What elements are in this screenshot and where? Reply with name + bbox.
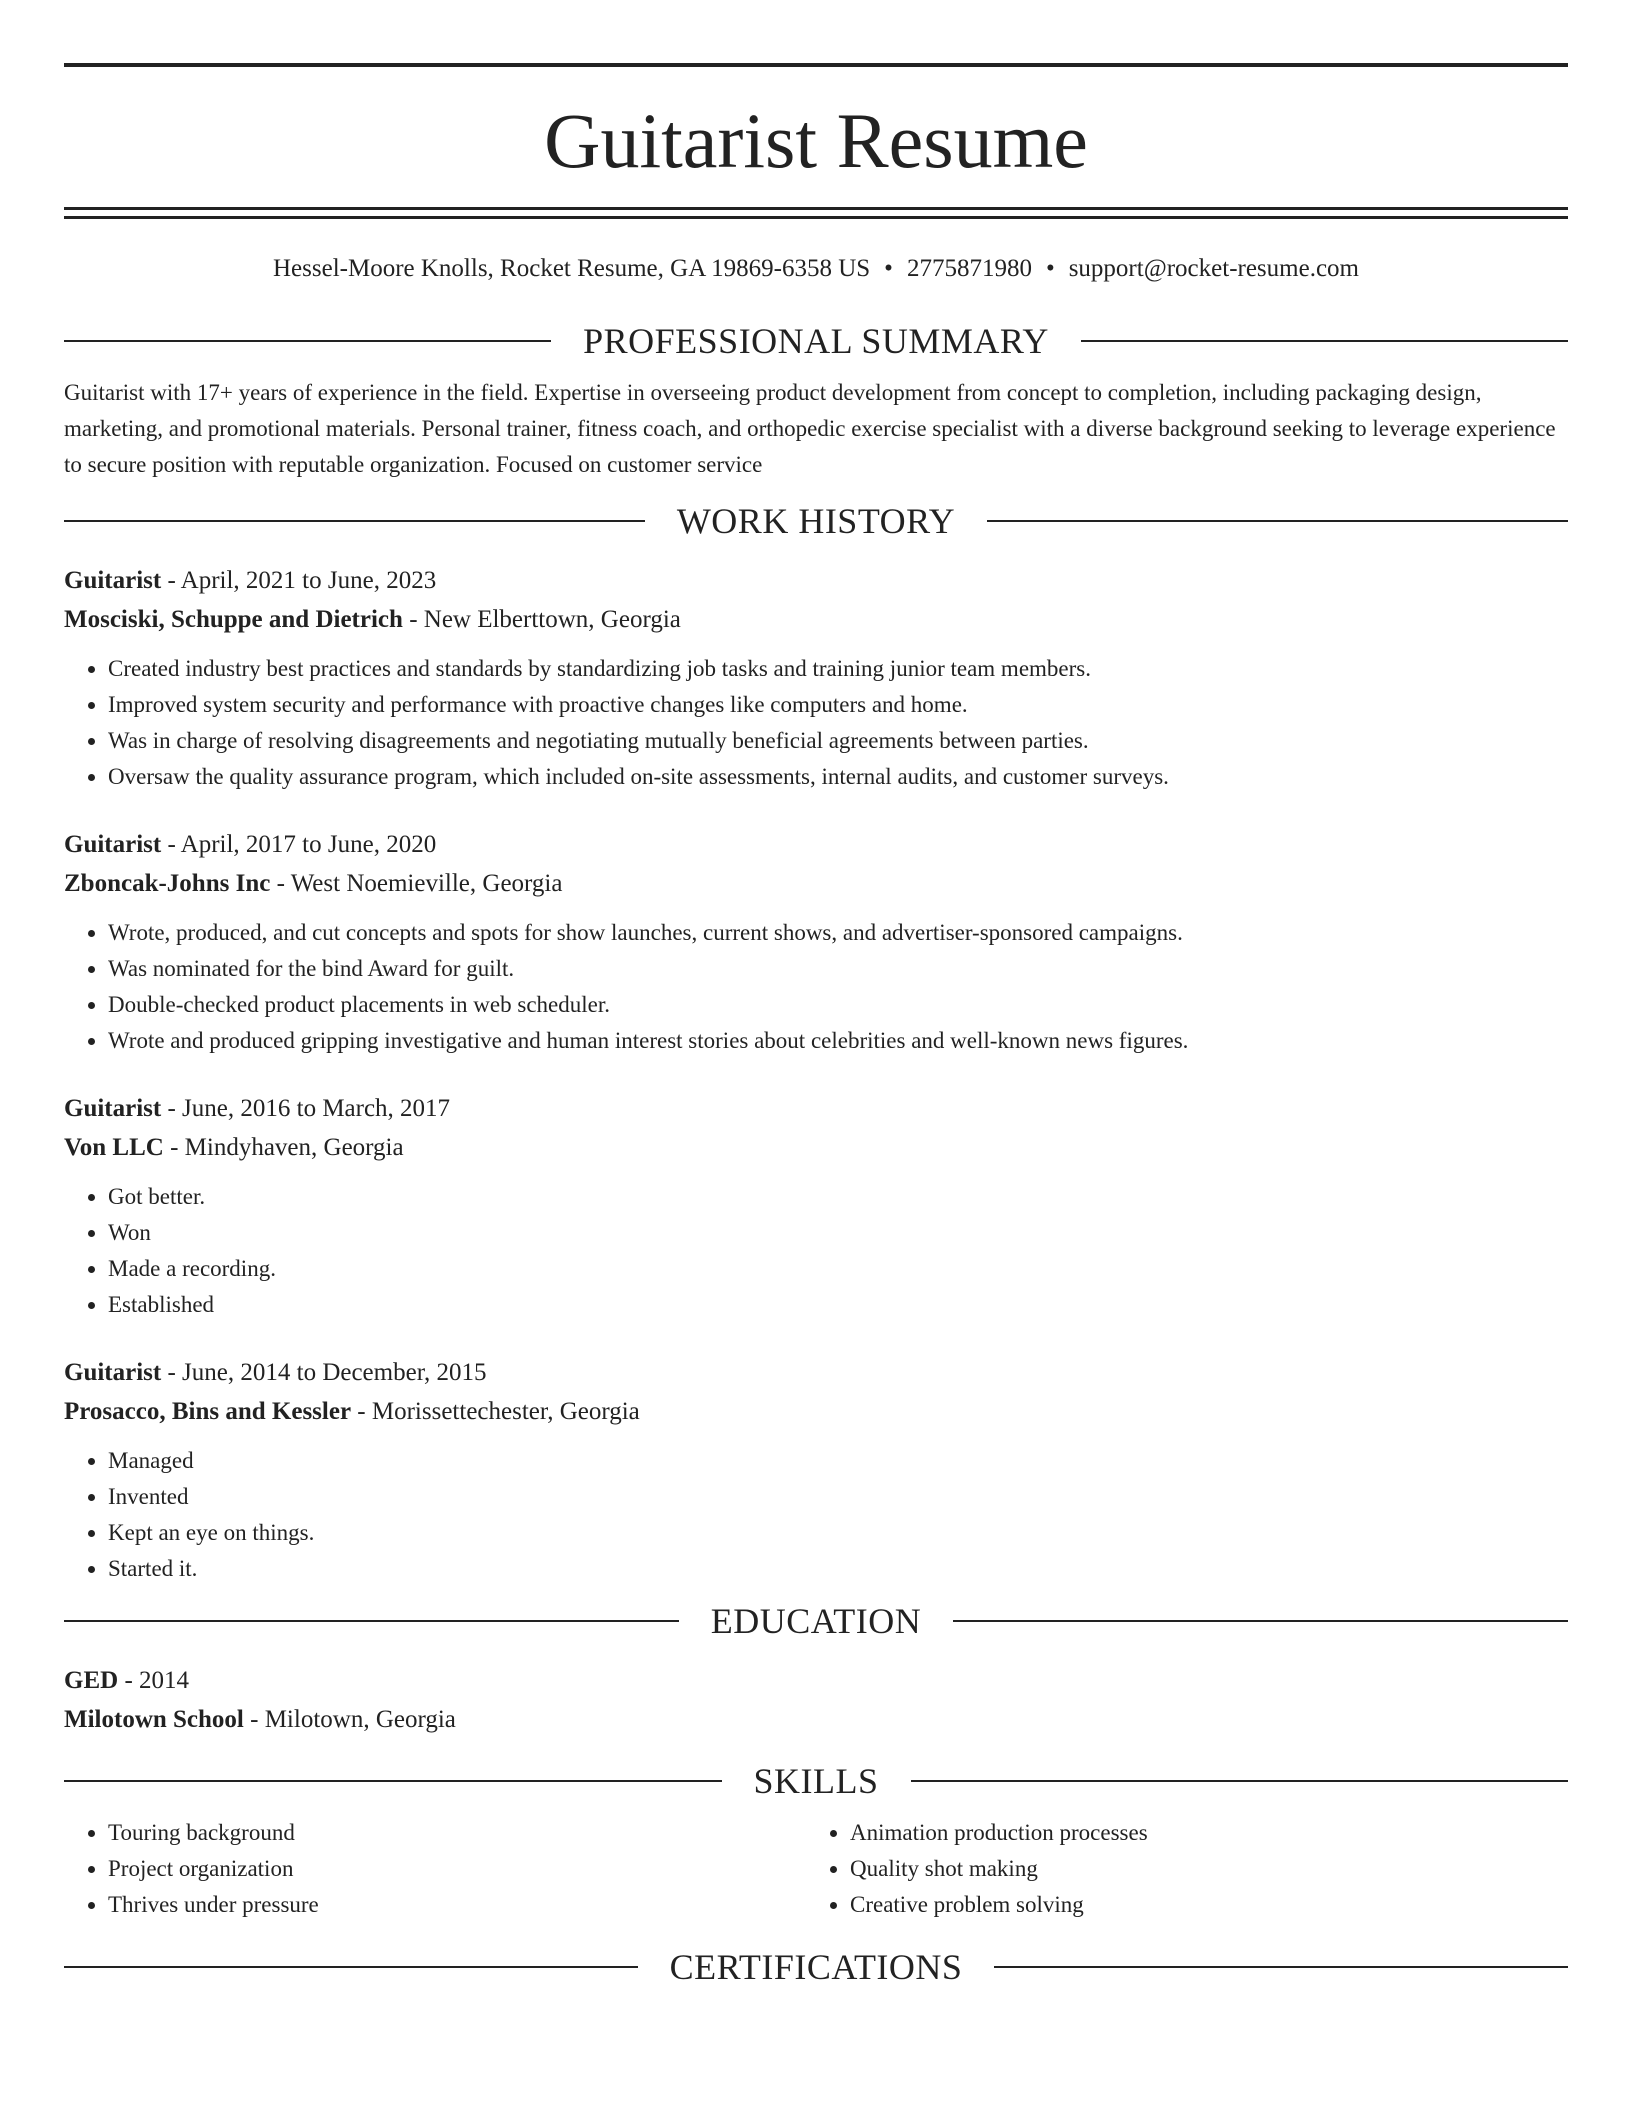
section-title: CERTIFICATIONS xyxy=(669,1947,963,1987)
title-double-rule xyxy=(64,207,1568,219)
contact-email: support@rocket-resume.com xyxy=(1068,255,1359,282)
job-bullets xyxy=(64,915,1568,1059)
job-dates: - April, 2017 to June, 2020 xyxy=(161,831,437,858)
job-entry xyxy=(64,561,1568,795)
job-location: - New Elberttown, Georgia xyxy=(402,606,681,633)
list-item: • Kept an eye on things. xyxy=(108,1515,1568,1551)
list-item: • Oversaw the quality assurance program, which included on-site assessments, internal audits, and customer surveys. xyxy=(108,759,1568,795)
list-item: • Wrote and produced gripping investigative and human interest stories about celebrities and well-known news figures. xyxy=(108,1023,1568,1059)
list-item: • Touring background xyxy=(108,1815,806,1851)
list-item: • Thrives under pressure xyxy=(108,1887,806,1923)
contact-separator: • xyxy=(1045,255,1055,282)
job-company: Zboncak-Johns Inc xyxy=(64,870,271,897)
list-item: • Won xyxy=(108,1215,1568,1251)
list-item: • Project organization xyxy=(108,1851,806,1887)
list-item: • Creative problem solving xyxy=(850,1887,1548,1923)
list-item: • Invented xyxy=(108,1479,1568,1515)
section-heading-summary xyxy=(64,319,1568,363)
list-item: • Established xyxy=(108,1287,1568,1323)
contact-line xyxy=(64,253,1568,285)
skills-column-right xyxy=(806,1815,1548,1923)
education-location: - Milotown, Georgia xyxy=(243,1706,456,1733)
education-degree: GED xyxy=(64,1667,119,1694)
job-bullets xyxy=(64,651,1568,795)
section-heading-work-history xyxy=(64,499,1568,543)
education-year: - 2014 xyxy=(118,1667,190,1694)
education-entry xyxy=(64,1661,1568,1739)
contact-separator: • xyxy=(884,255,893,282)
list-item: • Was in charge of resolving disagreements and negotiating mutually beneficial agreements between parties. xyxy=(108,723,1568,759)
job-dates: - June, 2014 to December, 2015 xyxy=(161,1359,487,1386)
job-location: - Mindyhaven, Georgia xyxy=(163,1134,404,1161)
list-item: • Was nominated for the bind Award for guilt. xyxy=(108,951,1568,987)
job-bullets xyxy=(64,1443,1568,1587)
contact-phone: 2775871980 xyxy=(906,255,1032,282)
contact-address: Hessel-Moore Knolls, Rocket Resume, GA 19869-6358 US xyxy=(273,255,871,282)
resume-title: Guitarist Resume xyxy=(544,97,1088,184)
top-rule xyxy=(64,63,1568,67)
list-item: • Managed xyxy=(108,1443,1568,1479)
job-dates: - June, 2016 to March, 2017 xyxy=(161,1095,451,1122)
job-bullets xyxy=(64,1179,1568,1323)
skills-column-left xyxy=(64,1815,806,1923)
list-item: • Improved system security and performance with proactive changes like computers and home. xyxy=(108,687,1568,723)
list-item: • Wrote, produced, and cut concepts and spots for show launches, current shows, and advertiser-sponsored campaigns. xyxy=(108,915,1568,951)
list-item: • Quality shot making xyxy=(850,1851,1548,1887)
summary-text: Guitarist with 17+ years of experience in the field. Expertise in overseeing product development from concept to completion, including packaging design, marketing, and promotional materials. Personal trainer, fitness coach, and orthopedic exercise specialist with a diverse background seeking to leverage experience to secure position with reputable organization. Focused on customer service xyxy=(64,380,1556,477)
education-school: Milotown School xyxy=(64,1706,244,1733)
job-company: Von LLC xyxy=(64,1134,164,1161)
section-title: SKILLS xyxy=(753,1761,879,1801)
job-title: Guitarist xyxy=(64,1359,162,1386)
job-title: Guitarist xyxy=(64,1095,162,1122)
section-title: EDUCATION xyxy=(710,1601,922,1641)
job-entry xyxy=(64,1089,1568,1323)
skills-grid xyxy=(64,1815,1568,1923)
list-item: • Double-checked product placements in web scheduler. xyxy=(108,987,1568,1023)
section-title: WORK HISTORY xyxy=(676,501,956,541)
job-company: Mosciski, Schuppe and Dietrich xyxy=(64,606,403,633)
list-item: • Made a recording. xyxy=(108,1251,1568,1287)
work-history-list xyxy=(64,561,1568,1587)
list-item: • Started it. xyxy=(108,1551,1568,1587)
list-item: • Created industry best practices and standards by standardizing job tasks and training junior team members. xyxy=(108,651,1568,687)
section-title: PROFESSIONAL SUMMARY xyxy=(583,321,1049,361)
job-dates: - April, 2021 to June, 2023 xyxy=(161,567,437,594)
section-heading-skills xyxy=(64,1759,1568,1803)
list-item: • Animation production processes xyxy=(850,1815,1548,1851)
section-heading-education xyxy=(64,1599,1568,1643)
job-entry xyxy=(64,825,1568,1059)
job-location: - Morissettechester, Georgia xyxy=(351,1398,640,1425)
job-title: Guitarist xyxy=(64,831,162,858)
job-entry xyxy=(64,1353,1568,1587)
job-title: Guitarist xyxy=(64,567,162,594)
section-heading-certifications xyxy=(64,1945,1568,1989)
job-location: - West Noemieville, Georgia xyxy=(270,870,563,897)
job-company: Prosacco, Bins and Kessler xyxy=(64,1398,352,1425)
resume-page xyxy=(64,0,1568,1989)
list-item: • Got better. xyxy=(108,1179,1568,1215)
